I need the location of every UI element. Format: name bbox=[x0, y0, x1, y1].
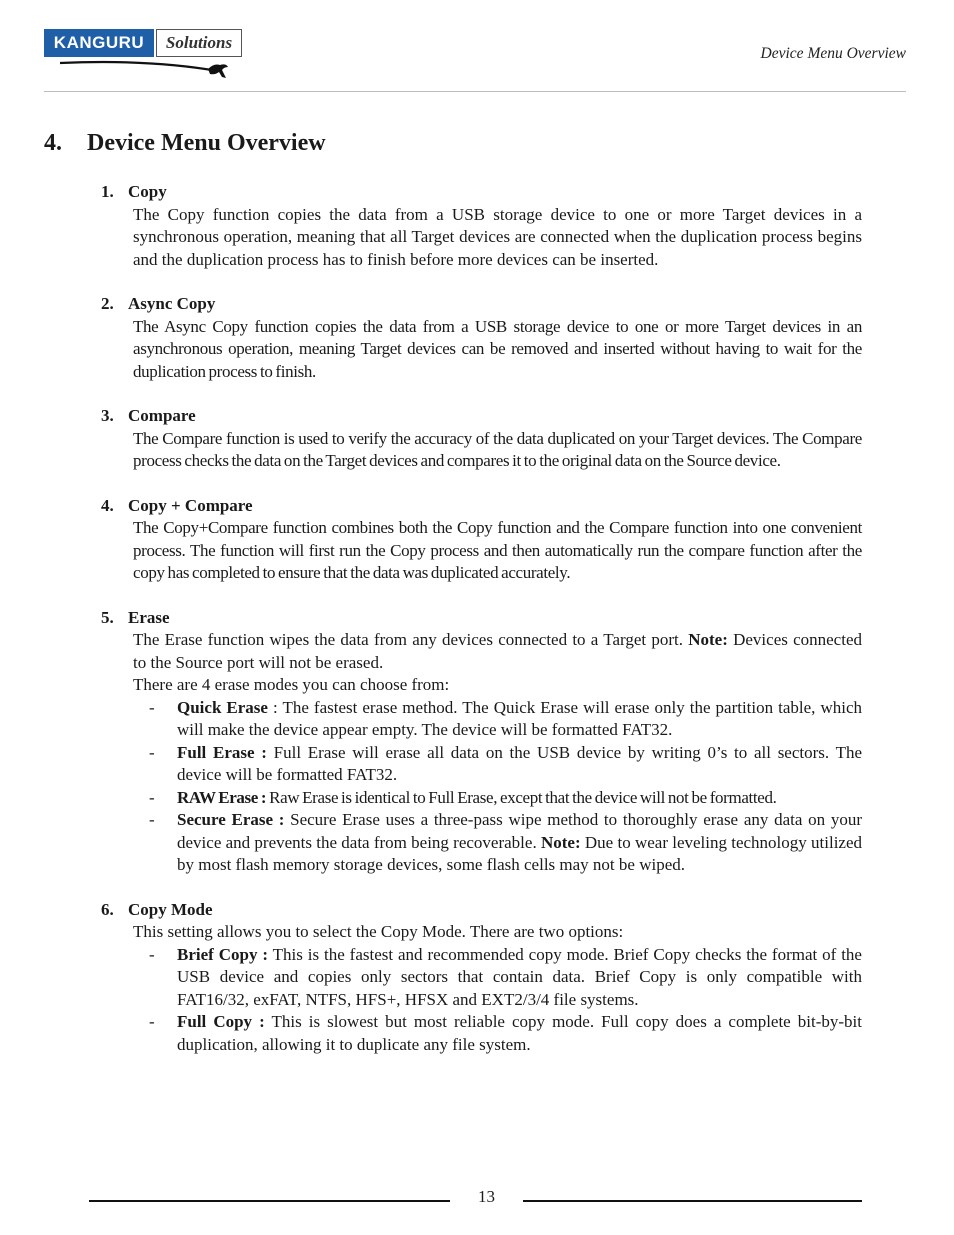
menu-item-copy-mode bbox=[101, 899, 862, 1057]
mode-text: Due to wear leveling technology utilized by most flash memory storage devices, some flash cells may not be wiped. bbox=[177, 832, 863, 874]
modes-intro: There are 4 erase modes you can choose from: bbox=[133, 675, 450, 694]
erase-mode-list bbox=[133, 697, 862, 877]
menu-list bbox=[101, 181, 862, 1078]
copy-mode-list bbox=[133, 944, 862, 1057]
list-item bbox=[133, 809, 862, 877]
description-text: The Copy function copies the data from a USB storage device to one or more Target devices in a synchronous operation, meaning that all Target devices are connected when the duplication process begins and the duplication process has to finish before more devices can be inserted. bbox=[133, 204, 862, 269]
separator: : bbox=[267, 697, 283, 717]
list-item bbox=[133, 697, 862, 742]
item-heading bbox=[101, 607, 862, 630]
list-item bbox=[133, 1011, 862, 1056]
bullet-dash: - bbox=[149, 944, 155, 964]
item-title: Copy bbox=[128, 182, 167, 201]
item-description bbox=[133, 428, 862, 473]
item-number: 6. bbox=[101, 899, 114, 919]
description-text: The Compare function is used to verify the accuracy of the data duplicated on your Target devices. The Compare process checks the data on the Target devices and compares it to the original data on the Source device. bbox=[133, 428, 862, 470]
separator bbox=[267, 743, 274, 762]
menu-item-copy-compare bbox=[101, 495, 862, 585]
list-item bbox=[133, 787, 862, 810]
mode-label: RAW Erase : bbox=[177, 787, 267, 807]
item-heading bbox=[101, 899, 862, 922]
kangaroo-swoosh-icon bbox=[58, 55, 238, 81]
item-description bbox=[133, 316, 862, 384]
kanguru-logo bbox=[44, 29, 244, 83]
item-description bbox=[133, 517, 862, 585]
menu-item-compare bbox=[101, 405, 862, 473]
item-number: 5. bbox=[101, 607, 114, 627]
section-title-text: Device Menu Overview bbox=[87, 130, 326, 156]
text-run: Devices connected to the Source port will not be erased. bbox=[133, 630, 862, 672]
footer-rule-right bbox=[523, 1200, 862, 1202]
item-title: Async Copy bbox=[128, 294, 216, 313]
note-label: Note: bbox=[540, 832, 581, 852]
logo-script: Solutions bbox=[156, 29, 242, 57]
item-heading bbox=[101, 293, 862, 316]
item-heading bbox=[101, 181, 862, 204]
page-title bbox=[44, 130, 326, 157]
menu-item-copy bbox=[101, 181, 862, 271]
item-heading bbox=[101, 495, 862, 518]
mode-text: Secure Erase uses a three-pass wipe method to thoroughly erase any data on your device and prevents the data from being recoverable. bbox=[177, 810, 862, 852]
item-title: Copy Mode bbox=[128, 899, 213, 919]
footer-rule-left bbox=[89, 1200, 450, 1202]
mode-text: This is the fastest and recommended copy mode. Brief Copy checks the format of the USB device and copies only sectors that contain data. Brief Copy is only compatible with FAT16/32, exFAT, NTFS, HFS+, HFSX and EXT2/3/4 file systems. bbox=[177, 944, 862, 1009]
header-divider bbox=[44, 91, 906, 92]
mode-label: Full Erase : bbox=[177, 742, 267, 762]
mode-label: Quick Erase bbox=[177, 697, 268, 717]
mode-text: The fastest erase method. The Quick Erase will erase only the partition table, which will make the device appear empty. The device will be formatted FAT32. bbox=[177, 697, 862, 739]
page-number: 13 bbox=[478, 1187, 495, 1206]
item-description bbox=[133, 629, 862, 877]
item-number: 3. bbox=[101, 406, 114, 425]
item-description bbox=[133, 204, 862, 272]
list-item bbox=[133, 944, 862, 1012]
bullet-dash: - bbox=[149, 697, 155, 717]
item-title: Compare bbox=[128, 406, 196, 425]
note-label: Note: bbox=[688, 630, 728, 649]
mode-text: Full Erase will erase all data on the USB device by writing 0’s to all sectors. The device will be formatted FAT32. bbox=[177, 742, 862, 784]
bullet-dash: - bbox=[149, 742, 155, 762]
item-title: Copy + Compare bbox=[128, 495, 253, 515]
mode-text: This is slowest but most reliable copy mode. Full copy does a complete bit-by-bit duplication, allowing it to duplicate any file system. bbox=[177, 1012, 862, 1054]
modes-intro: This setting allows you to select the Copy Mode. There are two options: bbox=[133, 922, 624, 941]
logo-wordmark: KANGURU bbox=[44, 29, 154, 57]
menu-item-async-copy bbox=[101, 293, 862, 383]
bullet-dash: - bbox=[149, 787, 155, 807]
section-number: 4. bbox=[44, 130, 62, 156]
mode-text: Raw Erase is identical to Full Erase, except that the device will not be formatted. bbox=[269, 787, 777, 807]
item-number: 4. bbox=[101, 495, 114, 515]
description-text: The Async Copy function copies the data from a USB storage device to one or more Target devices in an asynchronous operation, meaning Target devices can be removed and inserted without having to wait for the duplication process to finish. bbox=[133, 316, 862, 381]
item-number: 2. bbox=[101, 294, 114, 313]
running-header: Device Menu Overview bbox=[760, 45, 906, 62]
item-heading bbox=[101, 405, 862, 428]
mode-label: Full Copy : bbox=[177, 1012, 265, 1031]
item-description bbox=[133, 921, 862, 1056]
item-number: 1. bbox=[101, 182, 114, 201]
bullet-dash: - bbox=[149, 1012, 155, 1031]
description-text: The Copy+Compare function combines both the Copy function and the Compare function into one convenient process. The function will first run the Copy process and then automatically run the compare function after the copy has completed to ensure that the data was duplicated accurately. bbox=[133, 518, 862, 582]
mode-label: Brief Copy : bbox=[177, 944, 269, 964]
list-item bbox=[133, 742, 862, 787]
item-title: Erase bbox=[128, 607, 170, 627]
text-run: The Erase function wipes the data from any devices connected to a Target port. bbox=[133, 630, 683, 649]
description-text bbox=[133, 629, 862, 674]
menu-item-erase bbox=[101, 607, 862, 877]
mode-label: Secure Erase : bbox=[177, 810, 285, 829]
bullet-dash: - bbox=[149, 810, 155, 829]
